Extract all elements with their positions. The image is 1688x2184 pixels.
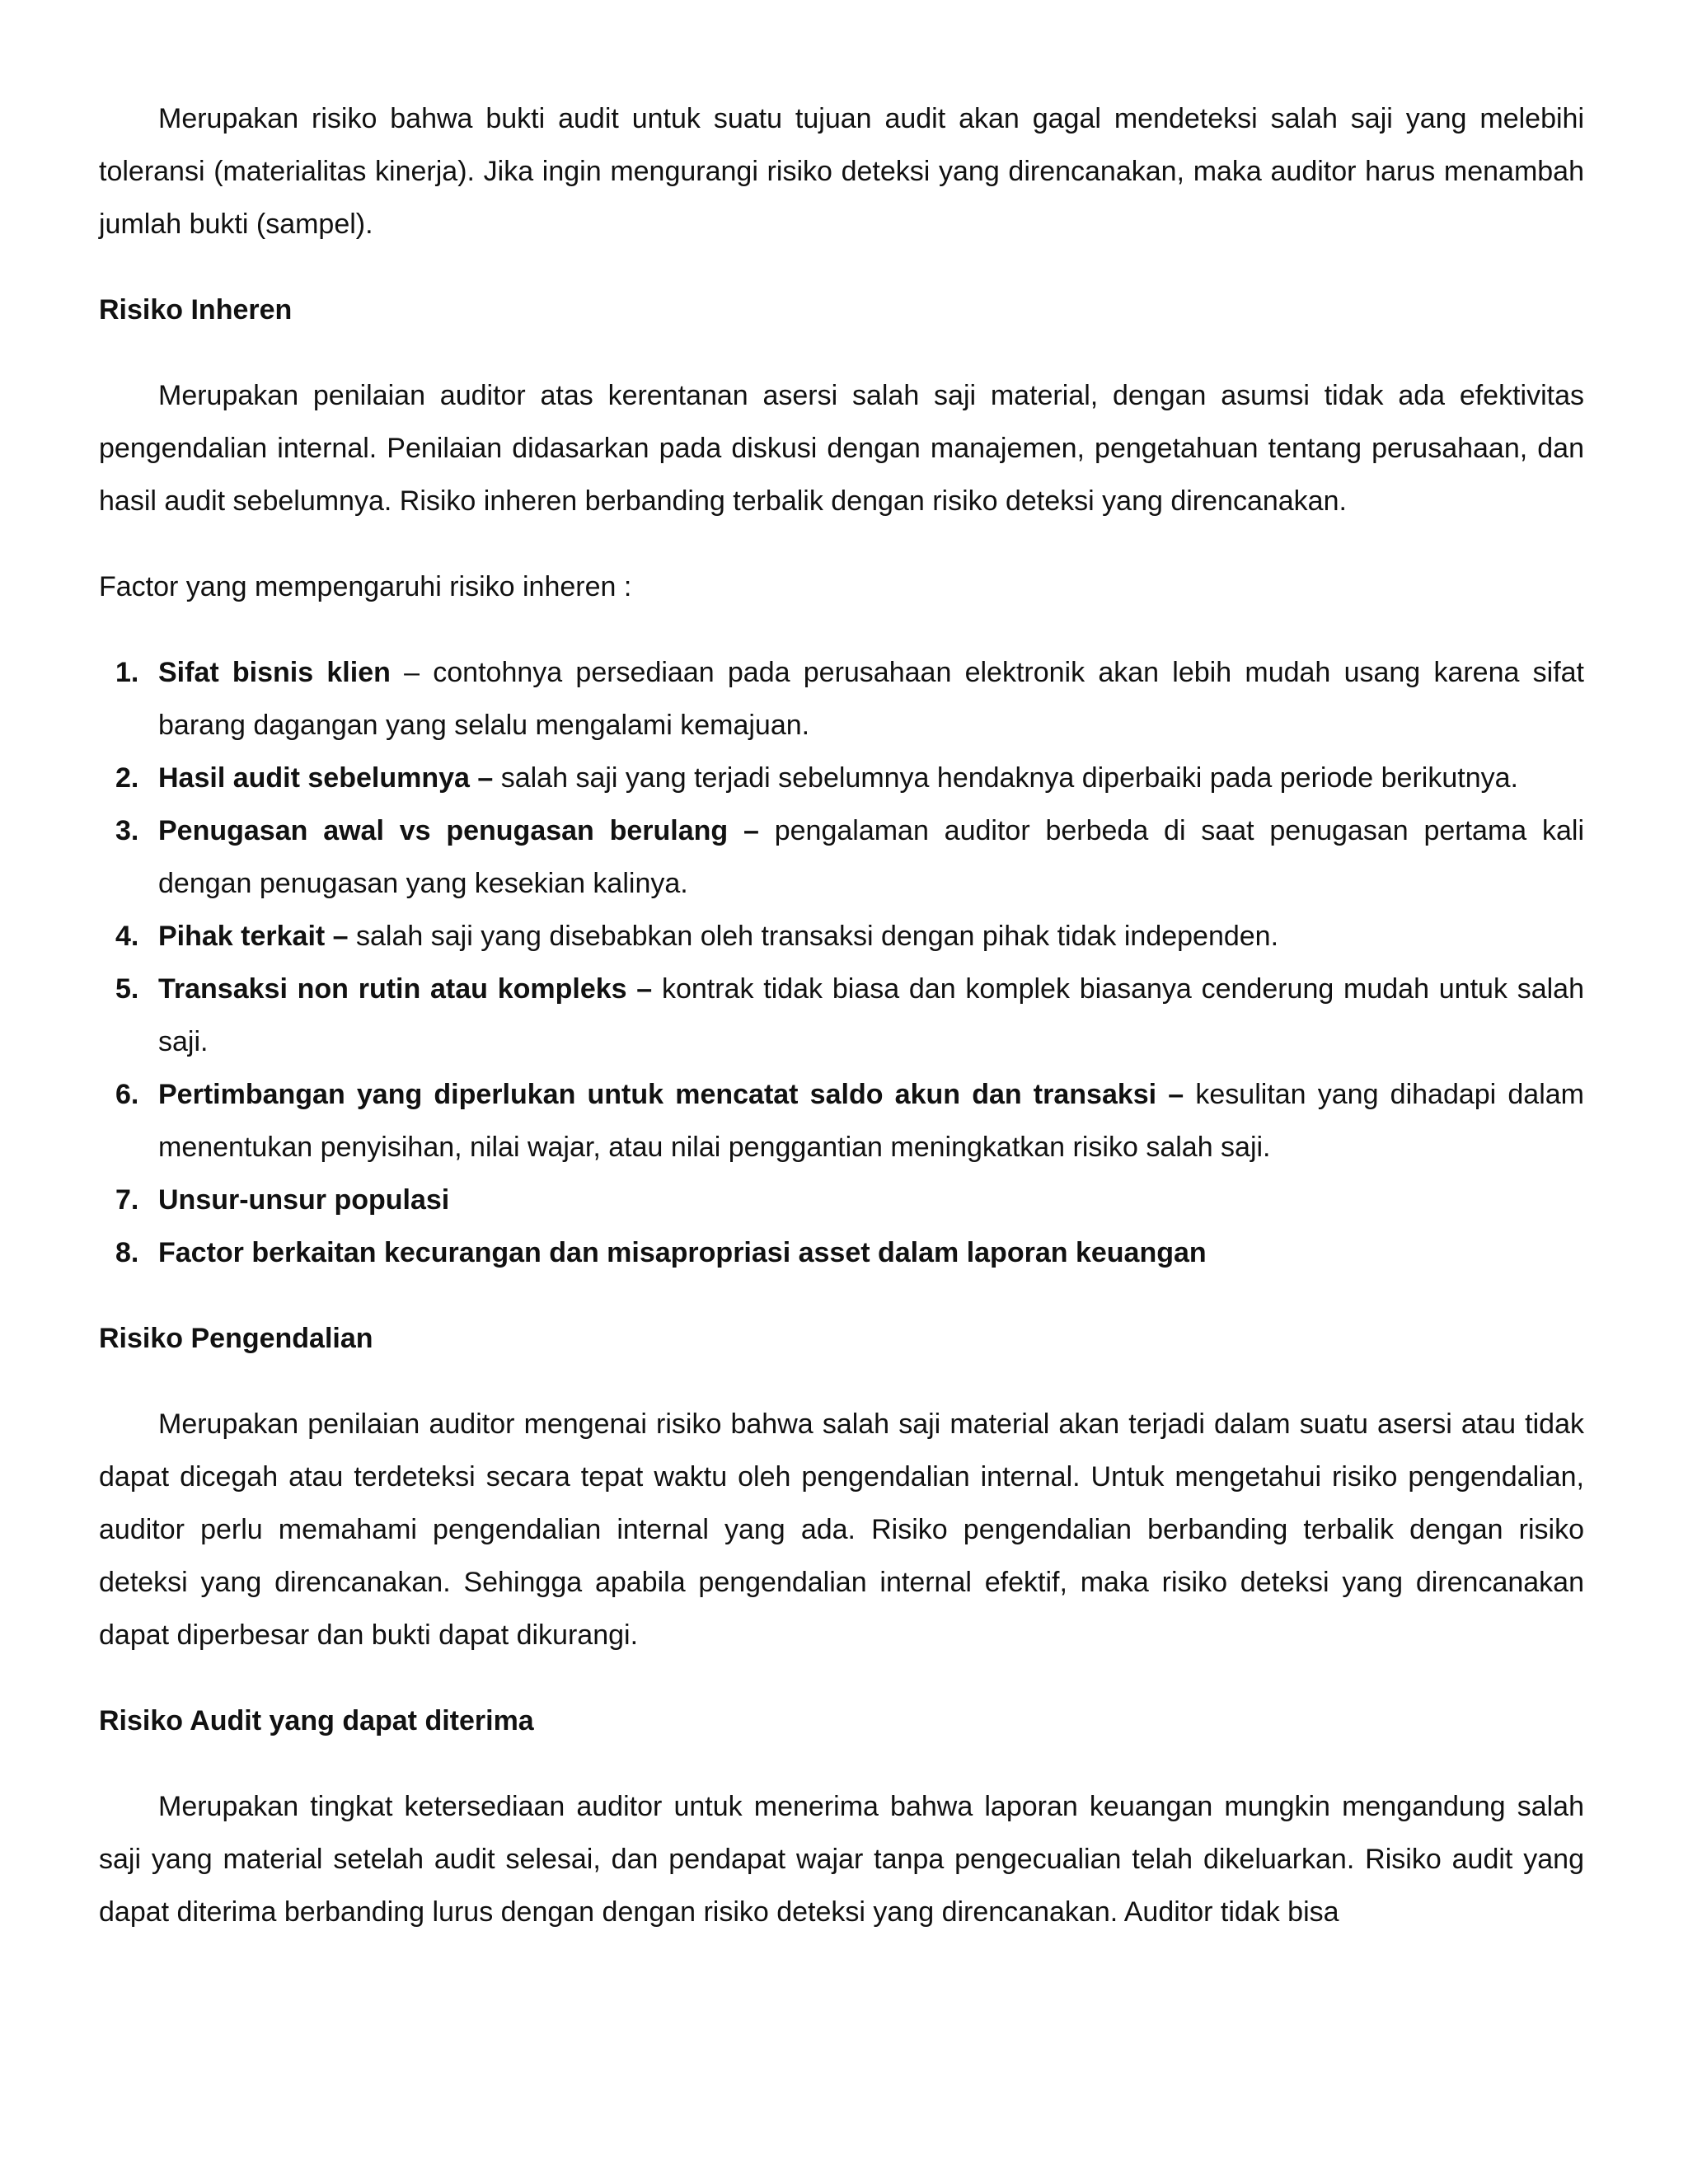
list-number: 7. <box>115 1184 139 1216</box>
factor-term: Pihak terkait – <box>158 921 349 952</box>
list-number: 4. <box>115 921 139 952</box>
list-number: 2. <box>115 762 139 794</box>
list-item <box>99 752 1584 804</box>
inherent-factors-list <box>99 646 1584 1279</box>
inherent-risk-heading: Risiko Inheren <box>99 294 293 326</box>
list-item <box>99 963 1584 1068</box>
list-item <box>99 1226 1584 1279</box>
factor-term: Unsur-unsur populasi <box>158 1184 450 1216</box>
list-item <box>99 804 1584 910</box>
document-page <box>99 92 1584 1938</box>
factor-term: Pertimbangan yang diperlukan untuk mencatat saldo akun dan transaksi – <box>158 1079 1184 1110</box>
list-item <box>99 910 1584 963</box>
inherent-risk-paragraph: Merupakan penilaian auditor atas kerentanan asersi salah saji material, dengan asumsi tidak ada efektivitas pengendalian internal. Penilaian didasarkan pada diskusi dengan manajemen, pengetahuan tentang perusahaan, dan hasil audit sebelumnya. Risiko inheren berbanding terbalik dengan risiko deteksi yang direncanakan. <box>99 380 1584 517</box>
list-item <box>99 646 1584 752</box>
factor-term: Hasil audit sebelumnya – <box>158 762 494 794</box>
factor-description: salah saji yang terjadi sebelumnya hendaknya diperbaiki pada periode berikutnya. <box>493 762 1518 794</box>
factor-description: kontrak tidak biasa dan komplek biasanya cenderung mudah untuk salah saji. <box>158 973 1584 1057</box>
list-item <box>99 1174 1584 1226</box>
factors-intro: Factor yang mempengaruhi risiko inheren : <box>99 571 632 602</box>
factor-term: Sifat bisnis klien <box>158 657 391 688</box>
control-risk-heading: Risiko Pengendalian <box>99 1323 373 1354</box>
factor-term: Factor berkaitan kecurangan dan misapropriasi asset dalam laporan keuangan <box>158 1237 1207 1268</box>
factor-term: Penugasan awal vs penugasan berulang – <box>158 815 759 846</box>
acceptable-audit-risk-heading: Risiko Audit yang dapat diterima <box>99 1705 534 1736</box>
list-item <box>99 1068 1584 1174</box>
factor-description: pengalaman auditor berbeda di saat penugasan pertama kali dengan penugasan yang kesekian kalinya. <box>158 815 1585 899</box>
list-number: 6. <box>115 1079 139 1110</box>
list-number: 5. <box>115 973 139 1005</box>
list-number: 8. <box>115 1237 139 1268</box>
factor-description: kesulitan yang dihadapi dalam menentukan penyisihan, nilai wajar, atau nilai penggantian meningkatkan risiko salah saji. <box>158 1079 1585 1163</box>
list-number: 3. <box>115 815 139 846</box>
factor-term: Transaksi non rutin atau kompleks – <box>158 973 653 1005</box>
factor-description: salah saji yang disebabkan oleh transaksi dengan pihak tidak independen. <box>348 921 1279 952</box>
control-risk-paragraph: Merupakan penilaian auditor mengenai risiko bahwa salah saji material akan terjadi dalam suatu asersi atau tidak dapat dicegah atau terdeteksi secara tepat waktu oleh pengendalian internal. Untuk mengetahui risiko pengendalian, auditor perlu memahami pengendalian internal yang ada. Risiko pengendalian berbanding terbalik dengan risiko deteksi yang direncanakan. Sehingga apabila pengendalian internal efektif, maka risiko deteksi yang direncanakan dapat diperbesar dan bukti dapat dikurangi. <box>99 1408 1584 1651</box>
detection-risk-paragraph: Merupakan risiko bahwa bukti audit untuk suatu tujuan audit akan gagal mendeteksi salah saji yang melebihi toleransi (materialitas kinerja). Jika ingin mengurangi risiko deteksi yang direncanakan, maka auditor harus menambah jumlah bukti (sampel). <box>99 103 1584 240</box>
factor-description: – contohnya persediaan pada perusahaan elektronik akan lebih mudah usang karena sifat barang dagangan yang selalu mengalami kemajuan. <box>158 657 1584 741</box>
acceptable-audit-risk-paragraph: Merupakan tingkat ketersediaan auditor untuk menerima bahwa laporan keuangan mungkin mengandung salah saji yang material setelah audit selesai, dan pendapat wajar tanpa pengecualian telah dikeluarkan. Risiko audit yang dapat diterima berbanding lurus dengan dengan risiko deteksi yang direncanakan. Auditor tidak bisa <box>99 1791 1584 1928</box>
list-number: 1. <box>115 657 139 688</box>
